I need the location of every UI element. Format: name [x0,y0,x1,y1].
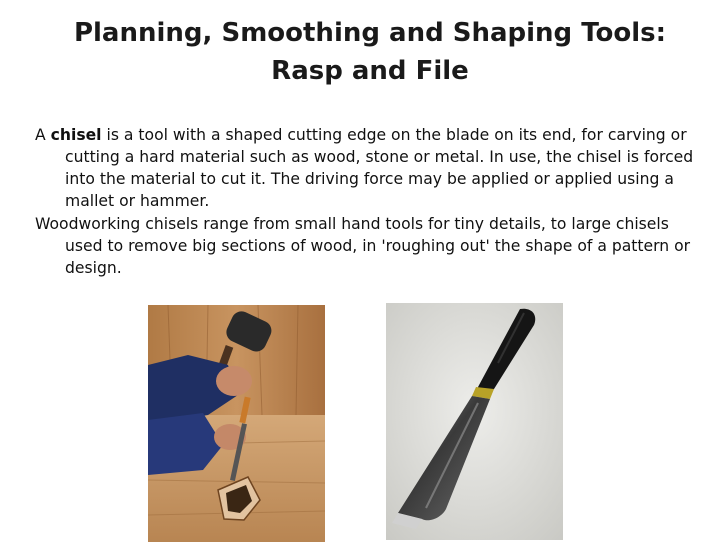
slide-title [40,14,700,90]
photo-chisel-in-use [148,305,325,542]
paragraph-woodworking-chisels: Woodworking chisels range from small hand tools for tiny details, to large chisels used to remove big sections of wood, in 'roughing out' the shape of a pattern or design. [35,215,691,277]
title-line-2: Rasp and File [271,56,469,86]
paragraph-chisel-definition [35,124,695,212]
photo-chisel-tool [386,303,563,540]
title-line-1: Planning, Smoothing and Shaping Tools: [73,18,667,48]
para1-prefix: A [35,126,51,144]
para1-bold-term: chisel [50,126,102,144]
para1-text: is a tool with a shaped cutting edge on the blade on its end, for carving or cutting a hard material such as wood, stone or metal. In use, the chisel is forced into the material to cut it. The driving force may be applied or applied using a mallet or hammer. [65,126,694,210]
slide-body [35,124,695,280]
